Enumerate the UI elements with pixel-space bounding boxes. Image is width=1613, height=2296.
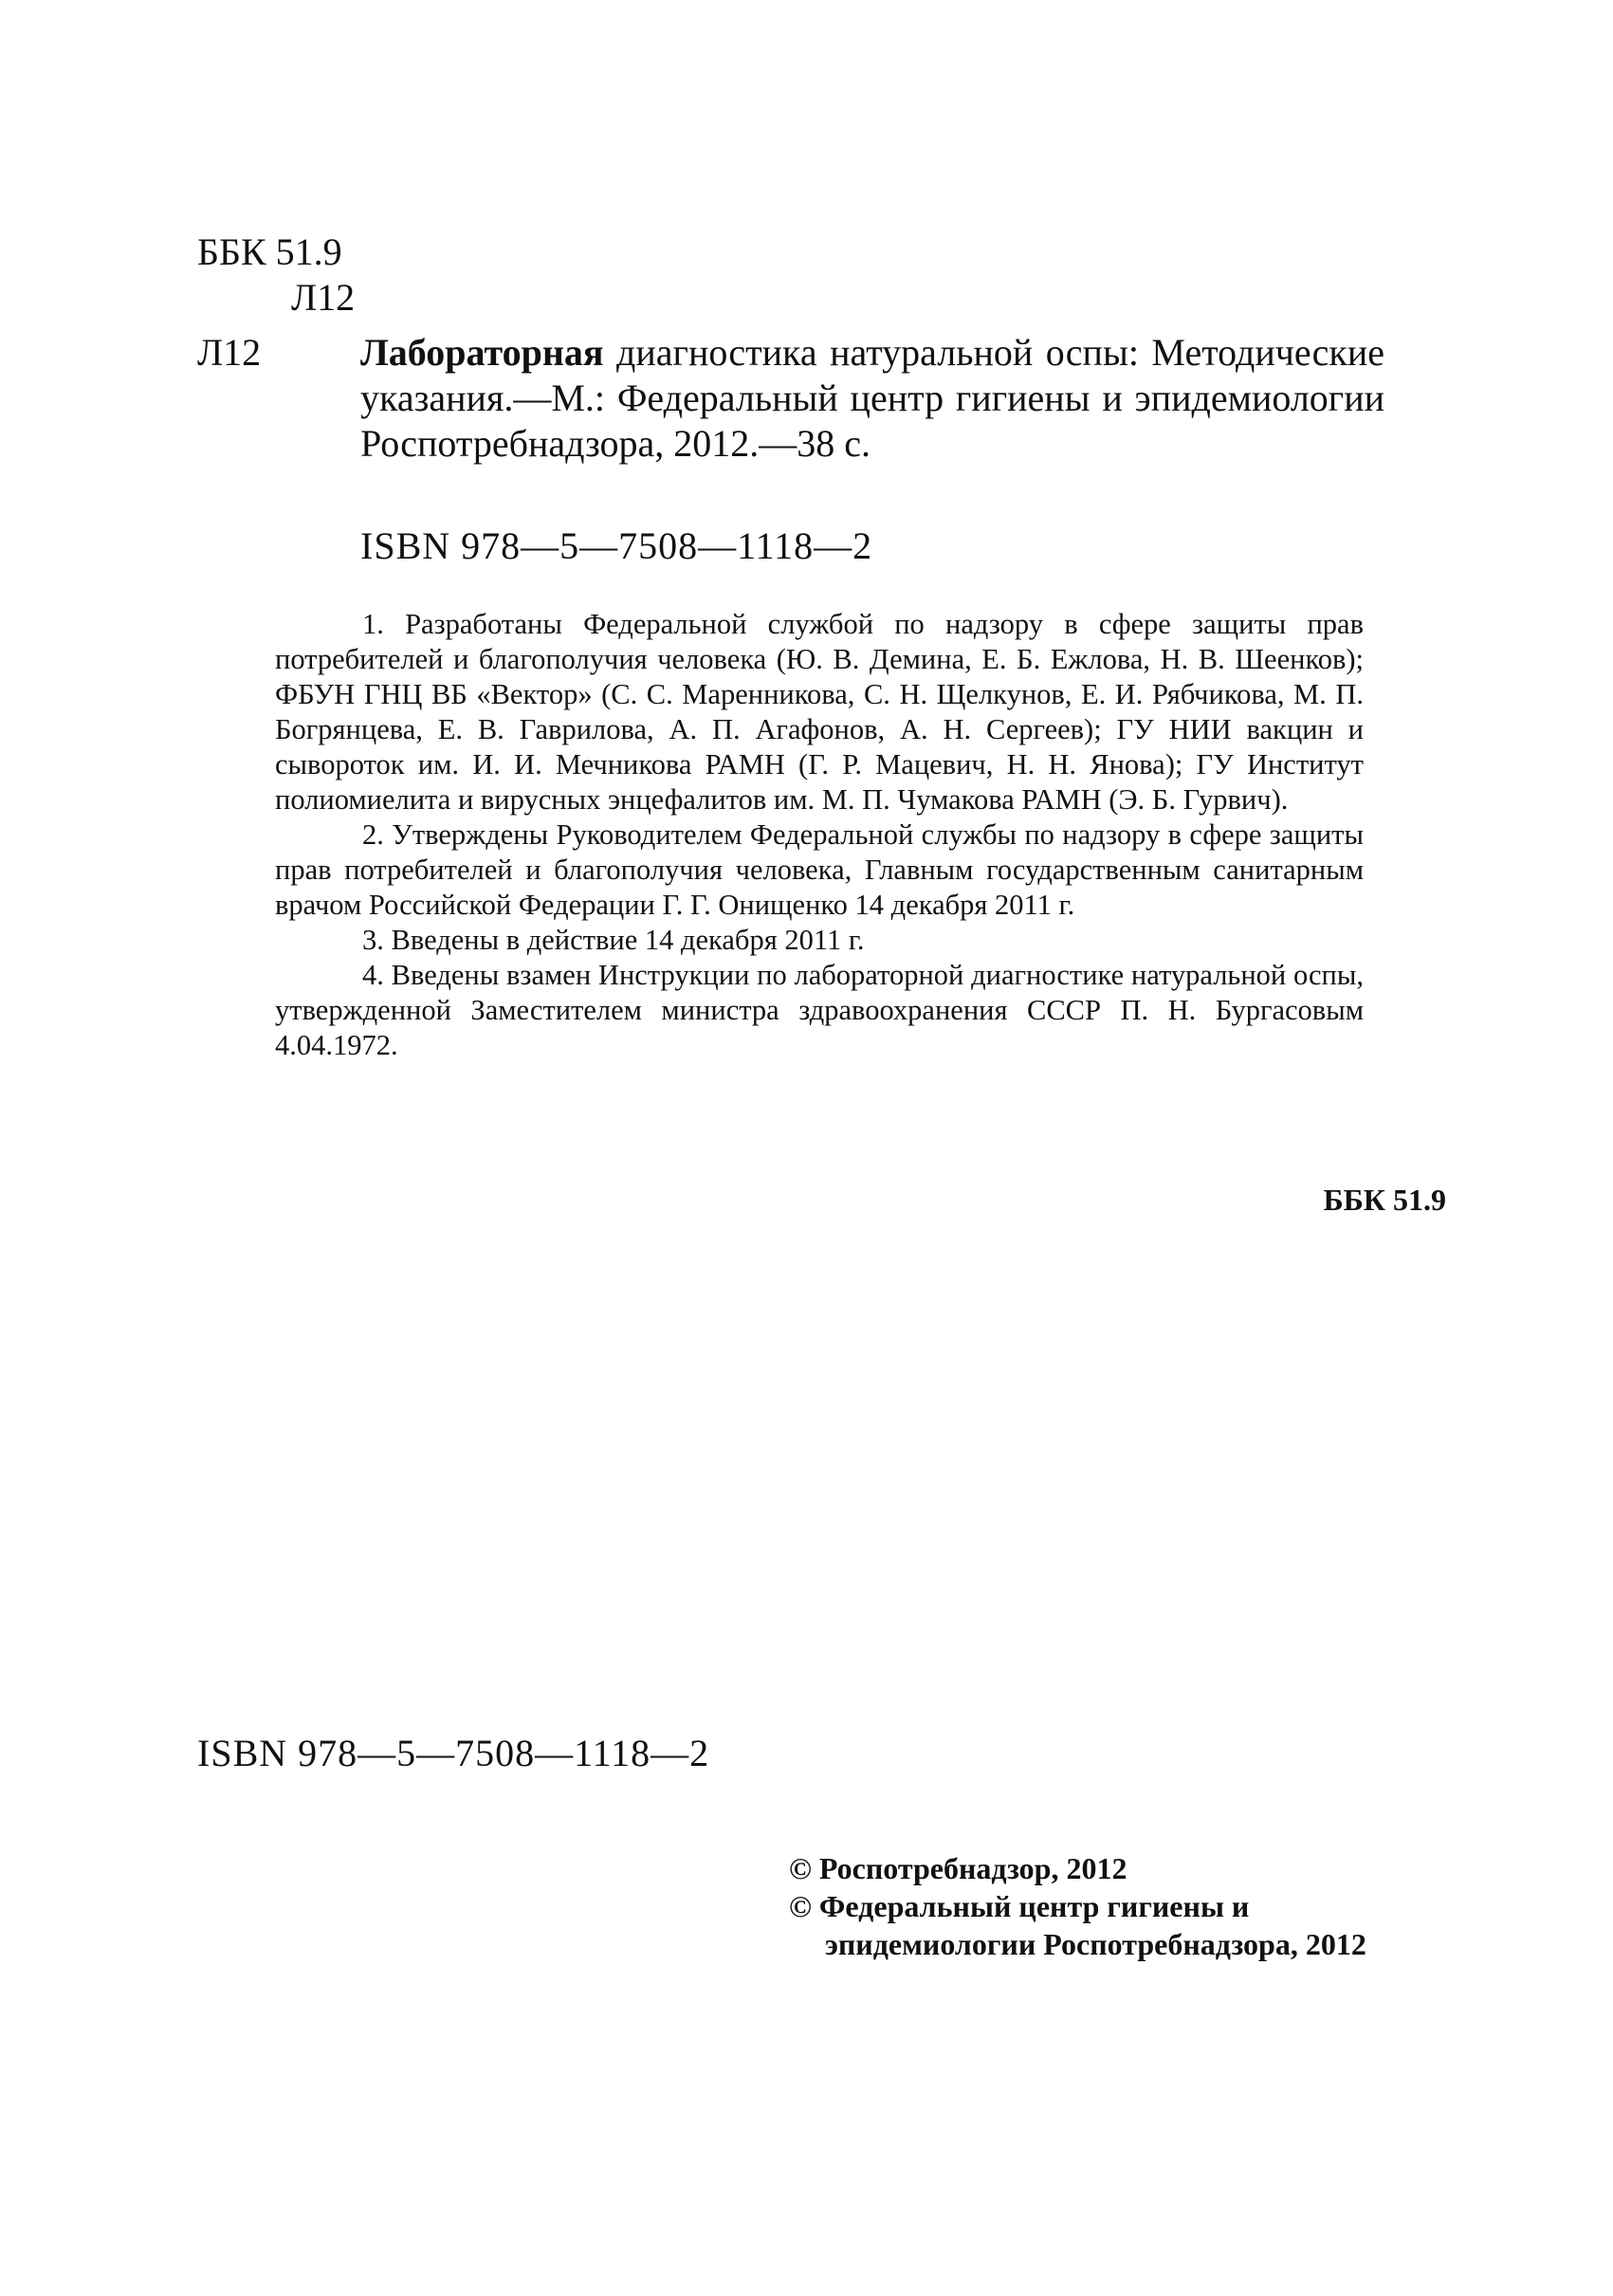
note-item: 4. Введены взамен Инструкции по лабораторной диагностике натуральной оспы, утвержденной Заместителем министра здравоохранения СССР П. Н. Бургасовым 4.04.1972. [275,959,1364,1061]
entry-title-lead: Лабораторная [360,331,604,374]
bbk-classification-right: ББК 51.9 [1323,1183,1446,1217]
author-sign: Л12 [291,276,356,319]
note-item: 1. Разработаны Федеральной службой по надзору в сфере защиты прав потребителей и благополучия человека (Ю. В. Демина, Е. Б. Ежлова, Н. В. Шеенков); ФБУН ГНЦ ВБ «Вектор» (С. С. Маренникова, С. Н. Щелкунов, Е. И. Рябчикова, М. П. Богрянцева, Е. В. Гаврилова, А. П. Агафонов, А. Н. Сергеев); ГУ НИИ вакцин и сывороток им. И. И. Мечникова РАМН (Г. Р. Мацевич, Н. Н. Янова); ГУ Институт полиомиелита и вирусных энцефалитов им. М. П. Чумакова РАМН (Э. Б. Гурвич). [275,608,1364,816]
isbn-entry: ISBN 978—5—7508—1118—2 [360,524,873,567]
note-item: 3. Введены в действие 14 декабря 2011 г. [362,924,865,956]
note-item: 2. Утверждены Руководителем Федеральной службы по надзору в сфере защиты прав потребителей и благополучия человека, Главным государственным санитарным врачом Российской Федерации Г. Г. Онищенко 14 декабря 2011 г. [275,818,1364,921]
bibliographic-entry [360,330,1384,467]
isbn-footer: ISBN 978—5—7508—1118—2 [197,1732,710,1774]
copyright-line-3: эпидемиологии Роспотребнадзора, 2012 [825,1927,1366,1961]
notes-block [275,607,1364,1063]
copyright-block [789,1849,1366,1963]
entry-author-sign: Л12 [197,331,262,374]
copyright-line-1: © Роспотребнадзор, 2012 [789,1851,1127,1885]
entry-title-rest: диагностика натуральной оспы: Методические указания.—М.: Федеральный центр гигиены и эпидемиологии Роспотребнадзора, 2012.—38 с. [360,331,1384,465]
copyright-line-2: © Федеральный центр гигиены и [789,1889,1250,1923]
bbk-classification: ББК 51.9 [197,230,342,273]
